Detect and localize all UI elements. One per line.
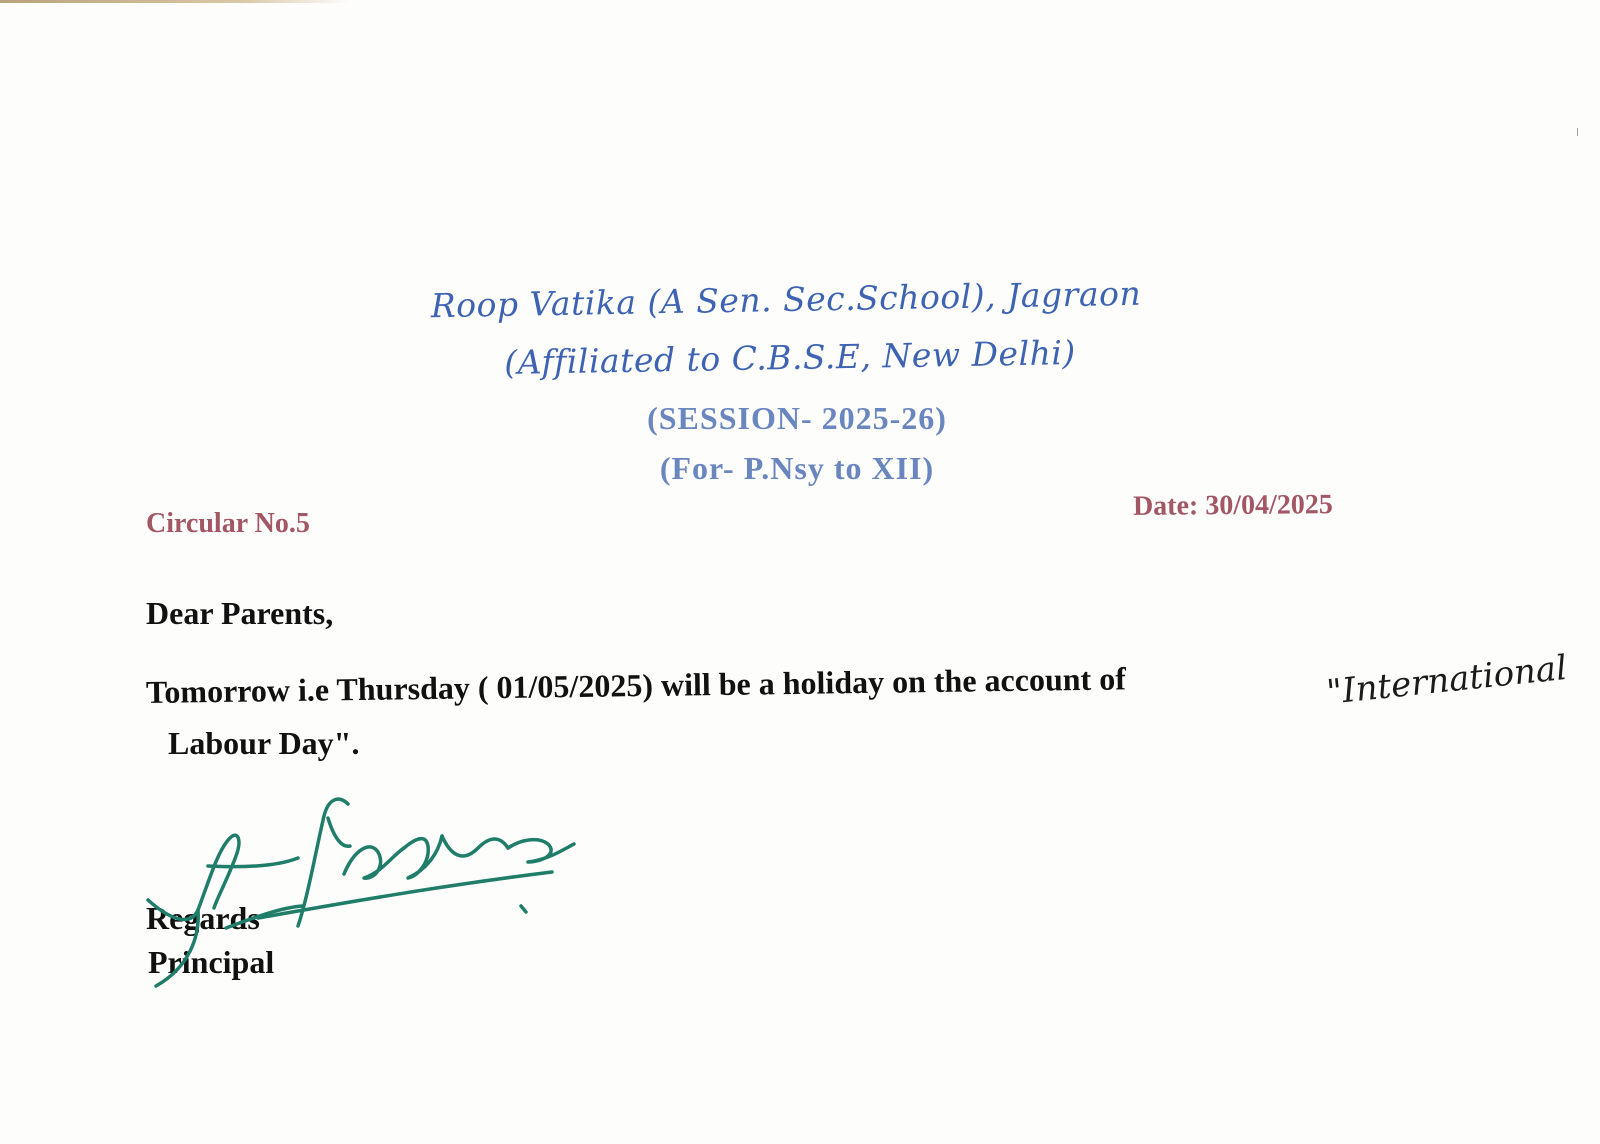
signature-stroke xyxy=(508,840,574,862)
body-line-2: Labour Day". xyxy=(168,725,360,761)
body-line-1: Tomorrow i.e Thursday ( 01/05/2025) will be a holiday on the account of xyxy=(145,660,1127,710)
signature-stroke xyxy=(208,858,298,867)
signature-stroke xyxy=(148,835,239,919)
signature-stroke xyxy=(404,836,442,878)
audience-line: (For- P.Nsy to XII) xyxy=(659,450,935,486)
signature-stroke xyxy=(328,818,350,846)
circular-date: Date: 30/04/2025 xyxy=(1132,489,1333,522)
signature-stroke xyxy=(156,910,198,986)
signature-stroke xyxy=(442,836,508,856)
paper-mark xyxy=(1577,128,1578,136)
handwritten-insert-text: "International xyxy=(1324,647,1569,713)
affiliation-line: (Affiliated to C.B.S.E, New Delhi) xyxy=(503,333,1077,382)
closing: Regards xyxy=(146,900,260,936)
circular-number: Circular No.5 xyxy=(146,508,310,539)
signature-stroke xyxy=(521,906,526,912)
session-line: (SESSION- 2025-26) xyxy=(647,400,947,436)
signoff-title: Principal xyxy=(148,944,275,980)
signature-stroke xyxy=(258,872,552,918)
principal-signature xyxy=(138,778,598,998)
school-name: Roop Vatika (A Sen. Sec.School), Jagraon xyxy=(430,273,1142,326)
paper-edge xyxy=(0,0,350,3)
salutation: Dear Parents, xyxy=(146,595,334,631)
signature-stroke xyxy=(344,847,404,878)
handwritten-insert xyxy=(1320,638,1600,718)
